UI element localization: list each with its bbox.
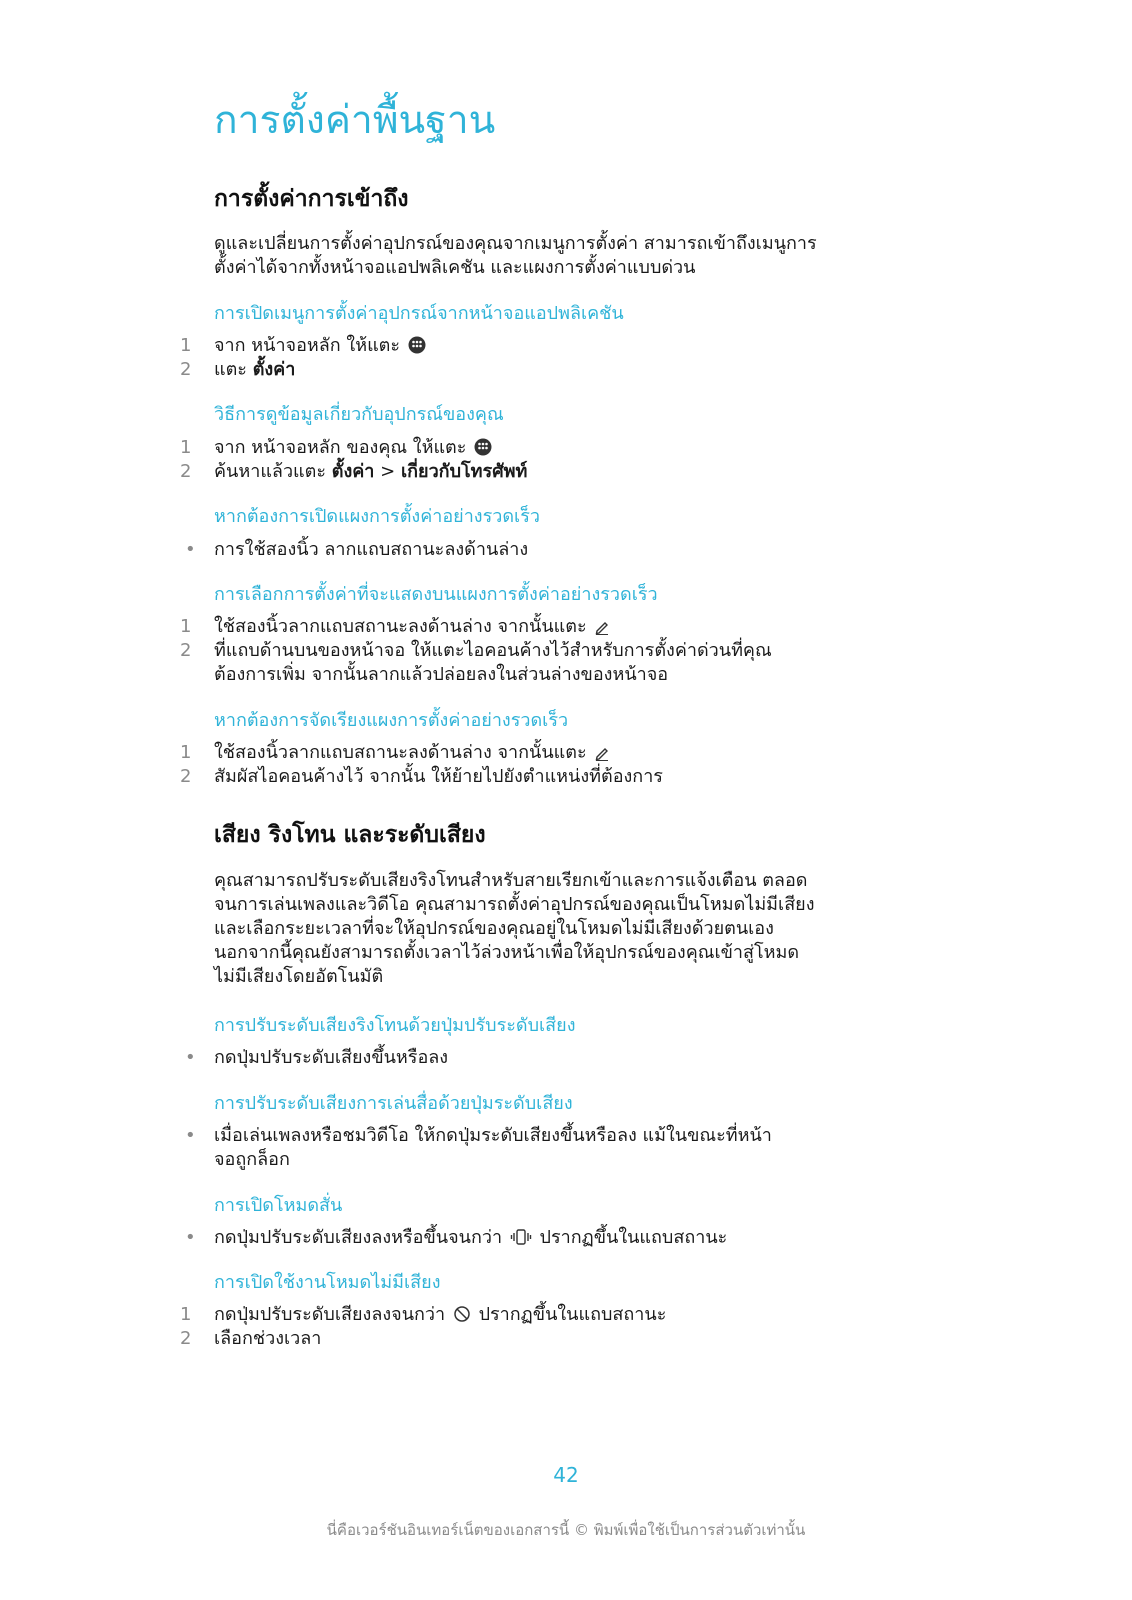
bullet-marker: • <box>185 1227 196 1248</box>
section-title-sound-ringtone-volume: เสียง ริงโทน และระดับเสียง <box>214 822 486 848</box>
step-number: 1 <box>180 742 192 763</box>
bullet-text: เมื่อเล่นเพลงหรือชมวิดีโอ ให้กดปุ่มระดับเสียงขึ้นหรือลง แม้ในขณะที่หน้า <box>214 1125 772 1146</box>
step-text: กดปุ่มปรับระดับเสียงลงจนกว่า <box>214 1304 446 1325</box>
step-bold: ตั้งค่า <box>331 461 375 482</box>
step-number: 1 <box>180 616 192 637</box>
bullet-marker: • <box>185 1125 196 1146</box>
step-row <box>0 1327 1132 1351</box>
task-heading: การเปิดใช้งานโหมดไม่มีเสียง <box>214 1272 441 1293</box>
step-row <box>0 615 1132 639</box>
intro-line: จนการเล่นเพลงและวิดีโอ คุณสามารถตั้งค่าอุปกรณ์ของคุณเป็นโหมดไม่มีเสียง <box>214 894 815 915</box>
edit-pencil-icon <box>594 745 610 761</box>
step-number: 2 <box>180 359 192 380</box>
section-intro <box>214 869 934 989</box>
step-text: ใช้สองนิ้วลากแถบสถานะลงด้านล่าง จากนั้นแตะ <box>214 742 587 763</box>
bullet-marker: • <box>185 539 196 560</box>
apps-grid-icon <box>474 438 492 456</box>
step-number: 2 <box>180 461 192 482</box>
step-number: 1 <box>180 437 192 458</box>
step-bold: เกี่ยวกับโทรศัพท์ <box>400 461 528 482</box>
step-text: ปรากฏขึ้นในแถบสถานะ <box>478 1304 667 1325</box>
task-heading: การปรับระดับเสียงการเล่นสื่อด้วยปุ่มระดับเสียง <box>214 1093 573 1114</box>
step-text: ต้องการเพิ่ม จากนั้นลากแล้วปล่อยลงในส่วนล่างของหน้าจอ <box>214 664 669 685</box>
bullet-text: กดปุ่มปรับระดับเสียงขึ้นหรือลง <box>214 1047 449 1068</box>
step-text: จาก หน้าจอหลัก ของคุณ ให้แตะ <box>214 437 467 458</box>
task-heading: หากต้องการเปิดแผงการตั้งค่าอย่างรวดเร็ว <box>214 506 540 527</box>
step-row <box>0 358 1132 382</box>
step-row <box>0 436 1132 460</box>
section-intro <box>214 232 934 280</box>
step-text: แตะ <box>214 359 247 380</box>
task-heading: การเลือกการตั้งค่าที่จะแสดงบนแผงการตั้งค่าอย่างรวดเร็ว <box>214 584 658 605</box>
step-bold: ตั้งค่า <box>252 359 296 380</box>
bullet-text: กดปุ่มปรับระดับเสียงลงหรือขึ้นจนกว่า <box>214 1227 503 1248</box>
page-title: การตั้งค่าพื้นฐาน <box>214 98 496 143</box>
step-text: ที่แถบด้านบนของหน้าจอ ให้แตะไอคอนค้างไว้สำหรับการตั้งค่าด่วนที่คุณ <box>214 640 772 661</box>
step-number: 2 <box>180 766 192 787</box>
vibrate-icon <box>510 1228 532 1246</box>
bullet-text: จอถูกล็อก <box>214 1149 290 1170</box>
footer-notice: นี่คือเวอร์ชันอินเทอร์เน็ตของเอกสารนี้ © พิมพ์เพื่อใช้เป็นการส่วนตัวเท่านั้น <box>326 1521 806 1539</box>
intro-line: และเลือกระยะเวลาที่จะให้อุปกรณ์ของคุณอยู่ในโหมดไม่มีเสียงด้วยตนเอง <box>214 918 774 939</box>
task-heading: วิธีการดูข้อมูลเกี่ยวกับอุปกรณ์ของคุณ <box>214 404 504 425</box>
step-row <box>0 460 1132 484</box>
step-row <box>0 741 1132 765</box>
bullet-text: ปรากฏขึ้นในแถบสถานะ <box>539 1227 728 1248</box>
step-row <box>0 765 1132 789</box>
step-number: 1 <box>180 1304 192 1325</box>
task-heading: การปรับระดับเสียงริงโทนด้วยปุ่มปรับระดับเสียง <box>214 1015 576 1036</box>
step-number: 2 <box>180 640 192 661</box>
step-number: 1 <box>180 335 192 356</box>
apps-grid-icon <box>408 336 426 354</box>
step-text: ใช้สองนิ้วลากแถบสถานะลงด้านล่าง จากนั้นแตะ <box>214 616 587 637</box>
step-text: ค้นหาแล้วแตะ <box>214 461 327 482</box>
bullet-row <box>0 1226 1132 1250</box>
step-number: 2 <box>180 1328 192 1349</box>
intro-line: ไม่มีเสียงโดยอัตโนมัติ <box>214 966 384 987</box>
bullet-row <box>0 1046 1132 1070</box>
page-number: 42 <box>553 1463 579 1487</box>
bullet-row <box>0 538 1132 562</box>
task-heading: การเปิดเมนูการตั้งค่าอุปกรณ์จากหน้าจอแอปพลิเคชัน <box>214 303 624 324</box>
intro-line: ดูและเปลี่ยนการตั้งค่าอุปกรณ์ของคุณจากเมนูการตั้งค่า สามารถเข้าถึงเมนูการ <box>214 233 817 254</box>
bullet-row <box>0 1124 1132 1172</box>
bullet-marker: • <box>185 1047 196 1068</box>
do-not-disturb-icon <box>453 1305 471 1323</box>
intro-line: คุณสามารถปรับระดับเสียงริงโทนสำหรับสายเรียกเข้าและการแจ้งเตือน ตลอด <box>214 870 808 891</box>
intro-line: นอกจากนี้คุณยังสามารถตั้งเวลาไว้ล่วงหน้าเพื่อให้อุปกรณ์ของคุณเข้าสู่โหมด <box>214 942 800 963</box>
step-row <box>0 1303 1132 1327</box>
task-heading: การเปิดโหมดสั่น <box>214 1195 343 1216</box>
step-row <box>0 334 1132 358</box>
step-separator: > <box>380 461 396 482</box>
bullet-text: การใช้สองนิ้ว ลากแถบสถานะลงด้านล่าง <box>214 539 529 560</box>
step-text: จาก หน้าจอหลัก ให้แตะ <box>214 335 401 356</box>
task-heading: หากต้องการจัดเรียงแผงการตั้งค่าอย่างรวดเร็ว <box>214 710 569 731</box>
intro-line: ตั้งค่าได้จากทั้งหน้าจอแอปพลิเคชัน และแผงการตั้งค่าแบบด่วน <box>214 257 696 278</box>
step-text: สัมผัสไอคอนค้างไว้ จากนั้น ให้ย้ายไปยังตำแหน่งที่ต้องการ <box>214 766 663 787</box>
step-text: เลือกช่วงเวลา <box>214 1328 322 1349</box>
section-title-access-settings: การตั้งค่าการเข้าถึง <box>214 186 409 212</box>
edit-pencil-icon <box>594 619 610 635</box>
step-row <box>0 639 1132 687</box>
